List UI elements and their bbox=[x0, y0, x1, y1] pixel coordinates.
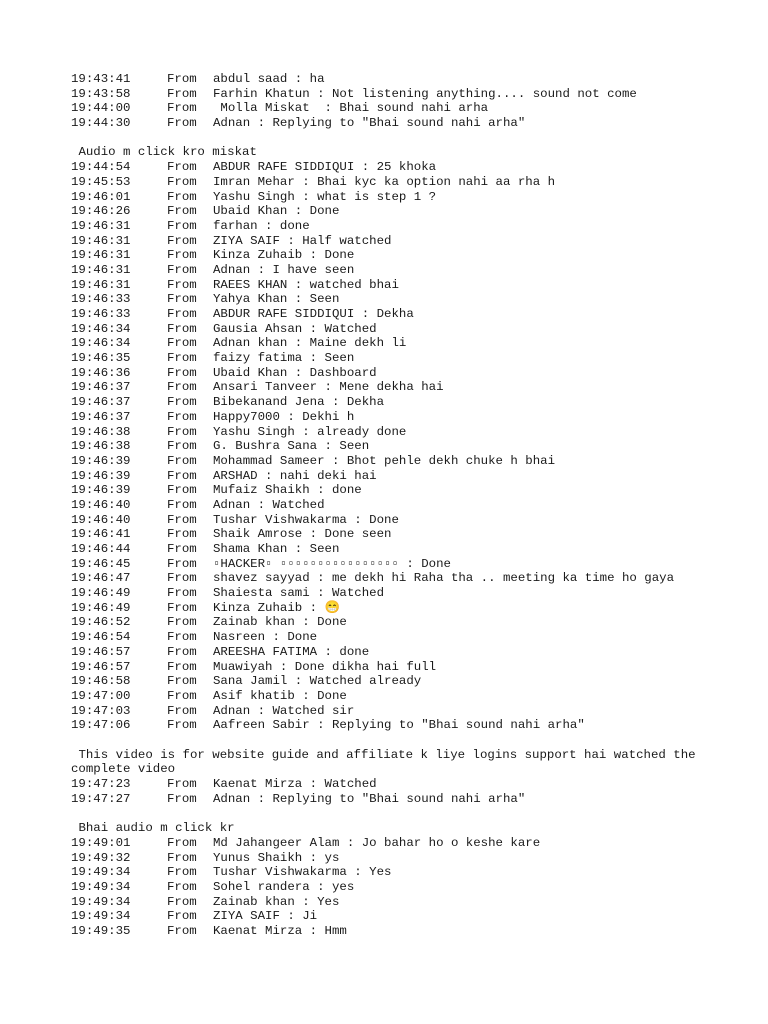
message-timestamp: 19:49:34 bbox=[71, 865, 131, 880]
message-timestamp: 19:46:35 bbox=[71, 351, 131, 366]
message-text: Ubaid Khan : Dashboard bbox=[213, 365, 377, 380]
message-from-label: From bbox=[167, 351, 197, 366]
message-timestamp: 19:46:39 bbox=[71, 453, 131, 468]
message-from-label: From bbox=[167, 586, 197, 601]
message-text: Tushar Vishwakarma : Done bbox=[213, 512, 399, 527]
message-timestamp: 19:47:03 bbox=[71, 703, 131, 718]
chat-message-line bbox=[71, 307, 761, 322]
chat-message-line bbox=[71, 263, 761, 278]
message-text: Farhin Khatun : Not listening anything.... sound not come bbox=[213, 86, 637, 101]
message-from-label: From bbox=[167, 189, 197, 204]
message-text: Md Jahangeer Alam : Jo bahar ho o keshe kare bbox=[213, 835, 541, 850]
chat-message-line bbox=[71, 292, 761, 307]
message-timestamp: 19:46:31 bbox=[71, 262, 131, 277]
chat-message-line bbox=[71, 454, 761, 469]
message-from-label: From bbox=[167, 336, 197, 351]
message-text: Shama Khan : Seen bbox=[213, 542, 340, 557]
message-from-label: From bbox=[167, 277, 197, 292]
message-timestamp: 19:46:26 bbox=[71, 204, 131, 219]
message-text: Zainab khan : Yes bbox=[213, 894, 340, 909]
message-text: shavez sayyad : me dekh hi Raha tha .. meeting ka time ho gaya bbox=[213, 571, 675, 586]
message-from-label: From bbox=[167, 630, 197, 645]
message-from-label: From bbox=[167, 248, 197, 263]
message-from-label: From bbox=[167, 527, 197, 542]
message-text: ARSHAD : nahi deki hai bbox=[213, 468, 377, 483]
message-timestamp: 19:46:39 bbox=[71, 468, 131, 483]
message-timestamp: 19:46:44 bbox=[71, 542, 131, 557]
chat-message-line bbox=[71, 395, 761, 410]
message-text: Gausia Ahsan : Watched bbox=[213, 321, 377, 336]
message-timestamp: 19:46:36 bbox=[71, 365, 131, 380]
chat-message-line bbox=[71, 322, 761, 337]
message-text: Asif khatib : Done bbox=[213, 688, 347, 703]
chat-message-line bbox=[71, 865, 761, 880]
message-timestamp: 19:46:37 bbox=[71, 395, 131, 410]
message-timestamp: 19:44:00 bbox=[71, 101, 131, 116]
chat-message-line bbox=[71, 630, 761, 645]
message-text: Adnan : Replying to "Bhai sound nahi arha" bbox=[213, 116, 526, 131]
message-text: Zainab khan : Done bbox=[213, 615, 347, 630]
message-from-label: From bbox=[167, 542, 197, 557]
chat-message-line bbox=[71, 836, 761, 851]
message-text: ZIYA SAIF : Ji bbox=[213, 909, 318, 924]
message-timestamp: 19:46:37 bbox=[71, 380, 131, 395]
message-text: Aafreen Sabir : Replying to "Bhai sound nahi arha" bbox=[213, 718, 585, 733]
message-text: Adnan : Replying to "Bhai sound nahi arha" bbox=[213, 791, 526, 806]
message-from-label: From bbox=[167, 424, 197, 439]
host-note-line: Bhai audio m click kr bbox=[71, 821, 235, 836]
message-from-label: From bbox=[167, 556, 197, 571]
message-text: Shaik Amrose : Done seen bbox=[213, 527, 392, 542]
message-from-label: From bbox=[167, 321, 197, 336]
message-timestamp: 19:49:32 bbox=[71, 850, 131, 865]
message-text: Sana Jamil : Watched already bbox=[213, 674, 422, 689]
blank-line bbox=[71, 733, 761, 748]
message-timestamp: 19:45:53 bbox=[71, 174, 131, 189]
chat-message-line bbox=[71, 571, 761, 586]
message-text: Adnan : Watched sir bbox=[213, 703, 355, 718]
message-timestamp: 19:47:00 bbox=[71, 688, 131, 703]
message-text: G. Bushra Sana : Seen bbox=[213, 439, 370, 454]
message-text: Mufaiz Shaikh : done bbox=[213, 483, 362, 498]
message-text: Imran Mehar : Bhai kyc ka option nahi aa rha h bbox=[213, 174, 556, 189]
message-timestamp: 19:49:34 bbox=[71, 909, 131, 924]
message-timestamp: 19:46:33 bbox=[71, 292, 131, 307]
message-from-label: From bbox=[167, 72, 197, 86]
message-timestamp: 19:44:54 bbox=[71, 160, 131, 175]
message-text: Yashu Singh : what is step 1 ? bbox=[213, 189, 437, 204]
message-timestamp: 19:46:41 bbox=[71, 527, 131, 542]
message-from-label: From bbox=[167, 453, 197, 468]
message-timestamp: 19:43:58 bbox=[71, 86, 131, 101]
message-timestamp: 19:46:49 bbox=[71, 586, 131, 601]
message-from-label: From bbox=[167, 718, 197, 733]
message-text: RAEES KHAN : watched bhai bbox=[213, 277, 399, 292]
message-from-label: From bbox=[167, 791, 197, 806]
message-from-label: From bbox=[167, 865, 197, 880]
chat-message-line bbox=[71, 366, 761, 381]
message-from-label: From bbox=[167, 497, 197, 512]
message-timestamp: 19:47:27 bbox=[71, 791, 131, 806]
chat-message-line bbox=[71, 87, 761, 102]
message-from-label: From bbox=[167, 395, 197, 410]
message-from-label: From bbox=[167, 218, 197, 233]
chat-message-line bbox=[71, 410, 761, 425]
message-from-label: From bbox=[167, 850, 197, 865]
message-from-label: From bbox=[167, 468, 197, 483]
chat-message-line bbox=[71, 557, 761, 572]
message-timestamp: 19:46:49 bbox=[71, 600, 131, 615]
chat-message-line bbox=[71, 248, 761, 263]
message-timestamp: 19:46:57 bbox=[71, 644, 131, 659]
message-text: Kinza Zuhaib : Done bbox=[213, 248, 355, 263]
chat-message-line bbox=[71, 924, 761, 939]
message-text: Happy7000 : Dekhi h bbox=[213, 409, 355, 424]
message-timestamp: 19:46:40 bbox=[71, 497, 131, 512]
message-text: Ubaid Khan : Done bbox=[213, 204, 340, 219]
message-timestamp: 19:44:30 bbox=[71, 116, 131, 131]
message-timestamp: 19:46:33 bbox=[71, 307, 131, 322]
message-from-label: From bbox=[167, 116, 197, 131]
chat-message-line bbox=[71, 660, 761, 675]
host-note-line: Audio m click kro miskat bbox=[71, 145, 257, 160]
message-timestamp: 19:46:31 bbox=[71, 233, 131, 248]
message-text: ZIYA SAIF : Half watched bbox=[213, 233, 392, 248]
host-note-line: This video is for website guide and affiliate k liye logins support hai watched the complete video bbox=[71, 747, 704, 777]
chat-message-line bbox=[71, 219, 761, 234]
message-from-label: From bbox=[167, 160, 197, 175]
message-text: Kaenat Mirza : Watched bbox=[213, 777, 377, 792]
message-timestamp: 19:46:39 bbox=[71, 483, 131, 498]
message-from-label: From bbox=[167, 380, 197, 395]
message-text: farhan : done bbox=[213, 218, 310, 233]
chat-message-line bbox=[71, 469, 761, 484]
message-from-label: From bbox=[167, 262, 197, 277]
chat-message-line bbox=[71, 689, 761, 704]
message-from-label: From bbox=[167, 101, 197, 116]
chat-message-line bbox=[71, 160, 761, 175]
message-from-label: From bbox=[167, 365, 197, 380]
message-from-label: From bbox=[167, 923, 197, 938]
blank-line bbox=[71, 806, 761, 821]
chat-message-line bbox=[71, 101, 761, 116]
message-timestamp: 19:46:31 bbox=[71, 248, 131, 263]
message-from-label: From bbox=[167, 615, 197, 630]
chat-message-line bbox=[71, 718, 761, 733]
message-text: Kinza Zuhaib : 😁 bbox=[213, 600, 340, 615]
message-timestamp: 19:47:06 bbox=[71, 718, 131, 733]
message-from-label: From bbox=[167, 644, 197, 659]
message-text: Tushar Vishwakarma : Yes bbox=[213, 865, 392, 880]
chat-message-line bbox=[71, 116, 761, 131]
chat-message-line bbox=[71, 542, 761, 557]
chat-message-line bbox=[71, 190, 761, 205]
chat-message-line bbox=[71, 380, 761, 395]
message-from-label: From bbox=[167, 674, 197, 689]
message-timestamp: 19:46:40 bbox=[71, 512, 131, 527]
chat-message-line bbox=[71, 278, 761, 293]
message-timestamp: 19:46:45 bbox=[71, 556, 131, 571]
message-timestamp: 19:46:47 bbox=[71, 571, 131, 586]
message-text: Sohel randera : yes bbox=[213, 879, 355, 894]
message-text: Muawiyah : Done dikha hai full bbox=[213, 659, 437, 674]
message-from-label: From bbox=[167, 292, 197, 307]
message-from-label: From bbox=[167, 571, 197, 586]
chat-transcript bbox=[71, 72, 761, 939]
message-from-label: From bbox=[167, 659, 197, 674]
chat-message-line bbox=[71, 234, 761, 249]
message-timestamp: 19:46:01 bbox=[71, 189, 131, 204]
message-timestamp: 19:49:34 bbox=[71, 894, 131, 909]
chat-message-line bbox=[71, 704, 761, 719]
chat-message-line bbox=[71, 175, 761, 190]
message-from-label: From bbox=[167, 879, 197, 894]
message-text: faizy fatima : Seen bbox=[213, 351, 355, 366]
message-from-label: From bbox=[167, 512, 197, 527]
message-text: ▫HACKER▫ ▫▫▫▫▫▫▫▫▫▫▫▫▫▫▫▫ : Done bbox=[213, 556, 451, 571]
message-text: Yahya Khan : Seen bbox=[213, 292, 340, 307]
chat-message-line bbox=[71, 645, 761, 660]
message-from-label: From bbox=[167, 483, 197, 498]
message-from-label: From bbox=[167, 909, 197, 924]
message-from-label: From bbox=[167, 439, 197, 454]
chat-message-line bbox=[71, 483, 761, 498]
message-text: Yunus Shaikh : ys bbox=[213, 850, 340, 865]
chat-message-line bbox=[71, 674, 761, 689]
message-timestamp: 19:43:41 bbox=[71, 72, 131, 86]
message-text: Kaenat Mirza : Hmm bbox=[213, 923, 347, 938]
message-text: Adnan : I have seen bbox=[213, 262, 355, 277]
message-text: ABDUR RAFE SIDDIQUI : 25 khoka bbox=[213, 160, 437, 175]
chat-message-line bbox=[71, 513, 761, 528]
message-from-label: From bbox=[167, 174, 197, 189]
chat-message-line bbox=[71, 895, 761, 910]
message-text: Shaiesta sami : Watched bbox=[213, 586, 385, 601]
chat-message-line bbox=[71, 880, 761, 895]
message-text: AREESHA FATIMA : done bbox=[213, 644, 370, 659]
message-from-label: From bbox=[167, 835, 197, 850]
chat-message-line bbox=[71, 909, 761, 924]
chat-message-line bbox=[71, 351, 761, 366]
message-from-label: From bbox=[167, 204, 197, 219]
message-timestamp: 19:46:38 bbox=[71, 424, 131, 439]
message-text: Mohammad Sameer : Bhot pehle dekh chuke h bhai bbox=[213, 453, 556, 468]
message-text: Molla Miskat : Bhai sound nahi arha bbox=[213, 101, 489, 116]
message-timestamp: 19:49:01 bbox=[71, 835, 131, 850]
message-from-label: From bbox=[167, 688, 197, 703]
message-text: abdul saad : ha bbox=[213, 72, 325, 86]
chat-message-line bbox=[71, 204, 761, 219]
message-from-label: From bbox=[167, 409, 197, 424]
chat-message-line bbox=[71, 425, 761, 440]
chat-message-line bbox=[71, 777, 761, 792]
message-timestamp: 19:46:58 bbox=[71, 674, 131, 689]
message-from-label: From bbox=[167, 307, 197, 322]
message-text: Adnan khan : Maine dekh li bbox=[213, 336, 407, 351]
message-from-label: From bbox=[167, 86, 197, 101]
chat-message-line bbox=[71, 498, 761, 513]
chat-message-line bbox=[71, 586, 761, 601]
chat-message-line bbox=[71, 792, 761, 807]
message-from-label: From bbox=[167, 703, 197, 718]
message-from-label: From bbox=[167, 600, 197, 615]
message-timestamp: 19:46:34 bbox=[71, 336, 131, 351]
message-text: Ansari Tanveer : Mene dekha hai bbox=[213, 380, 444, 395]
message-timestamp: 19:49:35 bbox=[71, 923, 131, 938]
message-timestamp: 19:47:23 bbox=[71, 777, 131, 792]
chat-message-line bbox=[71, 615, 761, 630]
message-from-label: From bbox=[167, 233, 197, 248]
message-timestamp: 19:46:54 bbox=[71, 630, 131, 645]
message-from-label: From bbox=[167, 777, 197, 792]
message-timestamp: 19:46:38 bbox=[71, 439, 131, 454]
chat-message-line bbox=[71, 851, 761, 866]
message-timestamp: 19:49:34 bbox=[71, 879, 131, 894]
message-timestamp: 19:46:31 bbox=[71, 277, 131, 292]
message-timestamp: 19:46:37 bbox=[71, 409, 131, 424]
blank-line bbox=[71, 131, 761, 146]
message-from-label: From bbox=[167, 894, 197, 909]
chat-message-line bbox=[71, 439, 761, 454]
message-timestamp: 19:46:57 bbox=[71, 659, 131, 674]
chat-message-line bbox=[71, 601, 761, 616]
message-timestamp: 19:46:34 bbox=[71, 321, 131, 336]
message-text: Adnan : Watched bbox=[213, 497, 325, 512]
chat-message-line bbox=[71, 336, 761, 351]
chat-message-line bbox=[71, 527, 761, 542]
message-text: Bibekanand Jena : Dekha bbox=[213, 395, 385, 410]
message-timestamp: 19:46:31 bbox=[71, 218, 131, 233]
message-text: Yashu Singh : already done bbox=[213, 424, 407, 439]
message-text: Nasreen : Done bbox=[213, 630, 318, 645]
message-timestamp: 19:46:52 bbox=[71, 615, 131, 630]
chat-message-line bbox=[71, 72, 761, 87]
message-text: ABDUR RAFE SIDDIQUI : Dekha bbox=[213, 307, 414, 322]
